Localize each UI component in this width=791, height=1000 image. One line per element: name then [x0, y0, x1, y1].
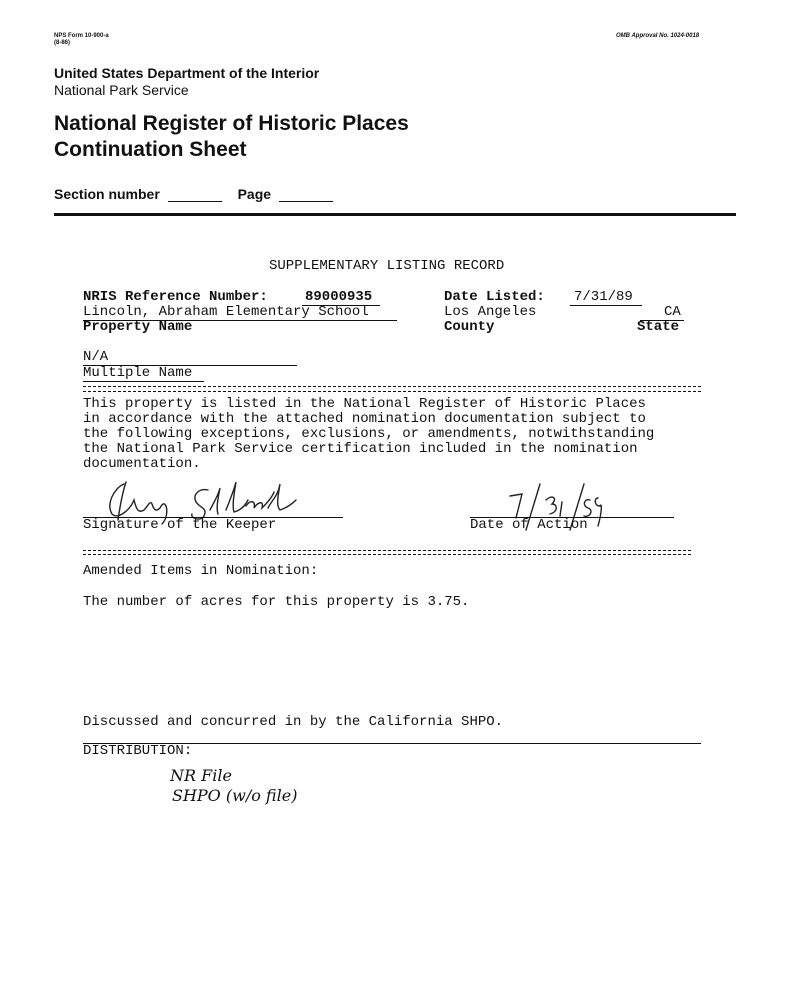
date-listed-underline [570, 305, 642, 306]
date-listed-value: 7/31/89 [574, 289, 633, 305]
form-number [54, 33, 109, 47]
concurrence-text: Discussed and concurred in by the California SHPO. [83, 714, 504, 730]
multiple-name-value: N/A [83, 349, 109, 365]
dashed-divider-2 [83, 391, 701, 392]
title-line-1: National Register of Historic Places [54, 112, 409, 135]
page-label: Page [237, 186, 272, 202]
multiple-name-label-underline [83, 381, 204, 382]
date-of-action-label: Date of Action [470, 517, 588, 533]
distribution-label: DISTRIBUTION: [83, 743, 193, 759]
dashed-divider-1 [83, 386, 701, 387]
state-value: CA [664, 304, 681, 320]
date-listed-label: Date Listed: [444, 289, 545, 305]
omb-approval: OMB Approval No. 1024-0018 [616, 33, 700, 39]
form-number-text: NPS Form 10-900-a [54, 33, 109, 39]
property-name-value: Lincoln, Abraham Elementary School [83, 304, 369, 320]
county-label: County [444, 319, 495, 335]
distribution-note: NR File [170, 766, 232, 785]
multiple-name-label: Multiple Name [83, 365, 193, 381]
section-page-line [54, 186, 333, 202]
document-title [54, 111, 409, 163]
double-divider-bottom [83, 554, 691, 555]
title-line-2: Continuation Sheet [54, 138, 247, 161]
property-name-label: Property Name [83, 319, 193, 335]
statement-line: the National Park Service certification included in the nomination [83, 441, 638, 457]
record-heading: SUPPLEMENTARY LISTING RECORD [269, 258, 505, 274]
statement-line: the following exceptions, exclusions, or amendments, notwithstanding [83, 426, 655, 442]
state-label: State [637, 319, 680, 335]
double-divider-top [83, 550, 691, 551]
section-number-blank [168, 187, 222, 202]
distribution-note: SHPO (w/o file) [172, 786, 298, 805]
department-name: United States Department of the Interior [54, 65, 320, 81]
county-value: Los Angeles [444, 304, 537, 320]
form-revision-text: (8-86) [54, 40, 71, 46]
nris-label: NRIS Reference Number: [83, 289, 268, 305]
page-number-blank [279, 187, 333, 202]
section-number-label: Section number [54, 186, 160, 202]
nris-value: 89000935 [305, 289, 373, 305]
amendment-text: The number of acres for this property is 3.75. [83, 594, 470, 610]
statement-line: in accordance with the attached nomination documentation subject to [83, 411, 646, 427]
amended-items-label: Amended Items in Nomination: [83, 563, 319, 579]
statement-line: documentation. [83, 456, 201, 472]
statement-paragraph [83, 397, 654, 472]
service-name: National Park Service [54, 82, 189, 98]
signature-label: Signature of the Keeper [83, 517, 277, 533]
header-divider [54, 213, 736, 216]
statement-line: This property is listed in the National Register of Historic Places [83, 396, 646, 412]
